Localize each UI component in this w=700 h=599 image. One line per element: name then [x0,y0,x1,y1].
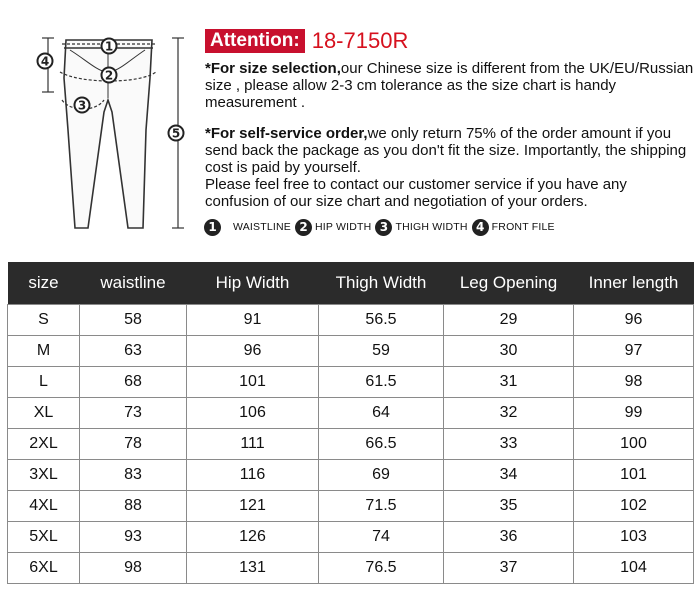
table-cell: 34 [444,460,574,491]
size-selection-heading: *For size selection, [205,60,341,77]
table-cell: 102 [574,491,694,522]
table-cell: 66.5 [319,429,444,460]
table-cell: 91 [187,305,319,336]
legend-item-waistline [204,219,291,236]
table-cell: L [8,367,80,398]
table-row [8,491,694,522]
table-cell: 3XL [8,460,80,491]
table-cell: 36 [444,522,574,553]
table-cell: 71.5 [319,491,444,522]
table-cell: 30 [444,336,574,367]
table-cell: M [8,336,80,367]
table-cell: 99 [574,398,694,429]
table-row [8,553,694,584]
column-header-hip-width: Hip Width [187,262,319,305]
table-cell: 88 [80,491,187,522]
marker-2-icon [102,68,117,83]
table-cell: 121 [187,491,319,522]
attention-label: Attention: [205,29,305,53]
legend-label: WAISTLINE [233,221,292,233]
table-cell: 29 [444,305,574,336]
table-row [8,305,694,336]
table-row [8,522,694,553]
table-cell: 6XL [8,553,80,584]
table-cell: 111 [187,429,319,460]
table-row [8,367,694,398]
table-cell: 106 [187,398,319,429]
number-4-icon: 4 [472,219,489,236]
table-cell: 96 [574,305,694,336]
table-cell: 96 [187,336,319,367]
legend-item-front-file [472,219,555,236]
table-cell: 31 [444,367,574,398]
table-cell: S [8,305,80,336]
size-selection-text: our Chinese size is different from the UK/EU/Russian size , please allow 2-3 cm tolerance as the size chart is handy measurement . [205,60,694,111]
table-cell: 35 [444,491,574,522]
table-cell: 93 [80,522,187,553]
column-header-inner-length: Inner length [574,262,694,305]
table-cell: 83 [80,460,187,491]
table-cell: 58 [80,305,187,336]
table-cell: 78 [80,429,187,460]
table-cell: 2XL [8,429,80,460]
legend-label: THIGH WIDTH [395,221,468,233]
table-cell: 101 [574,460,694,491]
table-cell: 131 [187,553,319,584]
svg-text:4: 4 [40,54,50,69]
table-cell: 64 [319,398,444,429]
legend-item-hip-width [295,219,371,236]
self-service-heading: *For self-service order, [205,125,368,142]
table-row [8,398,694,429]
number-3-icon: 3 [375,219,392,236]
svg-text:2: 2 [104,68,114,83]
table-cell: 56.5 [319,305,444,336]
svg-text:3: 3 [77,98,87,113]
attention-header [205,28,695,54]
number-1-icon: 1 [204,219,221,236]
size-selection-note [205,60,695,111]
marker-5-icon [169,126,184,141]
table-header-row [8,262,694,305]
table-cell: 37 [444,553,574,584]
table-cell: 74 [319,522,444,553]
size-chart-table [7,262,694,584]
legend-item-thigh-width [375,219,467,236]
pants-diagram [0,0,200,245]
table-cell: 61.5 [319,367,444,398]
svg-text:1: 1 [104,39,114,54]
svg-text:5: 5 [171,126,181,141]
table-cell: 98 [574,367,694,398]
table-cell: 97 [574,336,694,367]
column-header-waistline: waistline [80,262,187,305]
table-cell: 104 [574,553,694,584]
table-cell: 103 [574,522,694,553]
table-cell: 126 [187,522,319,553]
table-cell: 101 [187,367,319,398]
self-service-note [205,125,695,176]
model-code: 18-7150R [311,28,409,53]
table-cell: 69 [319,460,444,491]
table-cell: 32 [444,398,574,429]
table-cell: 98 [80,553,187,584]
table-row [8,429,694,460]
info-block [205,28,695,210]
marker-1-icon [102,39,117,54]
measurement-legend [204,217,559,237]
table-row [8,460,694,491]
table-cell: 33 [444,429,574,460]
legend-label: HIP WIDTH [315,221,372,233]
table-cell: 59 [319,336,444,367]
column-header-size: size [8,262,80,305]
self-service-text: we only return 75% of the order amount if you send back the package as you don't fit the size. Importantly, the shipping cost is paid by yourself. [205,125,687,176]
marker-4-icon [38,54,53,69]
table-cell: 68 [80,367,187,398]
table-cell: 116 [187,460,319,491]
contact-note: Please feel free to contact our customer service if you have any confusion of our size chart and negotiation of your orders. [205,176,627,210]
table-cell: 73 [80,398,187,429]
table-cell: 4XL [8,491,80,522]
table-cell: XL [8,398,80,429]
column-header-leg-opening: Leg Opening [444,262,574,305]
table-row [8,336,694,367]
column-header-thigh-width: Thigh Width [319,262,444,305]
table-cell: 5XL [8,522,80,553]
table-cell: 100 [574,429,694,460]
number-2-icon: 2 [295,219,312,236]
table-cell: 76.5 [319,553,444,584]
legend-label: FRONT FILE [491,221,555,233]
marker-3-icon [75,98,90,113]
table-cell: 63 [80,336,187,367]
